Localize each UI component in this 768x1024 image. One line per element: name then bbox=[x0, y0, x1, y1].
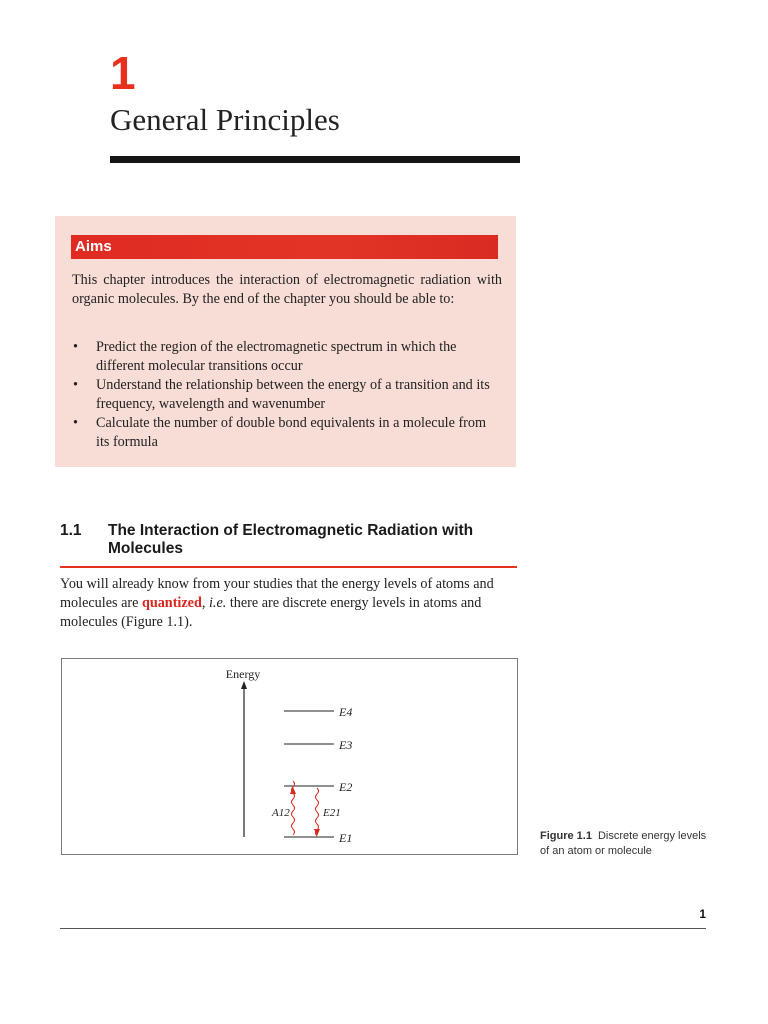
keyword-quantized: quantized bbox=[141, 595, 202, 611]
level-label-e2 bbox=[338, 780, 352, 794]
emission-wave bbox=[316, 788, 319, 836]
emission-label: E21 bbox=[323, 807, 341, 819]
paragraph-text: You will already know from your studies that the energy levels of atoms and molecules are bbox=[60, 576, 494, 611]
aims-heading: Aims bbox=[71, 235, 498, 259]
caption-label: Figure 1.1 bbox=[540, 830, 592, 842]
aims-intro: This chapter introduces the interaction of electromagnetic radiation with organic molecules. By the end of the chapter you should be able to: bbox=[72, 272, 502, 307]
aims-box bbox=[55, 216, 516, 467]
title-rule bbox=[110, 156, 520, 163]
aims-item: • Calculate the number of double bond equivalents in a molecule from its formula bbox=[72, 414, 502, 452]
level-label-e2-letter: E2 bbox=[339, 780, 353, 794]
section-title: The Interaction of Electromagnetic Radiation with Molecules bbox=[108, 522, 474, 557]
paragraph-text-end: there are discrete energy levels in atoms and molecules (Figure 1.1). bbox=[60, 595, 482, 630]
figure-caption bbox=[540, 829, 710, 859]
energy-axis-label: Energy bbox=[225, 667, 261, 681]
aims-list bbox=[72, 338, 502, 452]
level-label-e4-letter: E4 bbox=[339, 705, 353, 719]
figure-energy-levels bbox=[61, 658, 518, 855]
level-label-e3-letter: E3 bbox=[339, 738, 353, 752]
paragraph-comma: , bbox=[201, 595, 209, 611]
energy-level-diagram bbox=[62, 659, 517, 854]
level-label-e4 bbox=[338, 705, 352, 719]
level-label-e1 bbox=[338, 831, 352, 845]
aims-item: • Understand the relationship between the energy of a transition and its frequency, wavelength and wavenumber bbox=[72, 376, 502, 414]
caption-text: Discrete energy levels of an atom or molecule bbox=[540, 830, 707, 857]
page-number: 1 bbox=[699, 907, 706, 921]
footer-rule bbox=[60, 928, 706, 929]
emission-arrowhead bbox=[314, 829, 320, 836]
chapter-title: General Principles bbox=[110, 102, 340, 137]
body-paragraph bbox=[60, 575, 520, 632]
section-rule bbox=[60, 566, 517, 568]
section-number: 1.1 bbox=[60, 522, 82, 539]
absorption-arrowhead bbox=[290, 787, 296, 794]
energy-axis-arrowhead bbox=[241, 681, 247, 689]
absorption-label: A12 bbox=[272, 807, 290, 819]
level-label-e1-letter: E1 bbox=[339, 831, 353, 845]
aims-item: • Predict the region of the electromagnetic spectrum in which the different molecular transitions occur bbox=[72, 338, 502, 376]
chapter-number: 1 bbox=[110, 47, 136, 99]
level-label-e3 bbox=[338, 738, 352, 752]
paragraph-ie: i.e. bbox=[208, 595, 227, 611]
